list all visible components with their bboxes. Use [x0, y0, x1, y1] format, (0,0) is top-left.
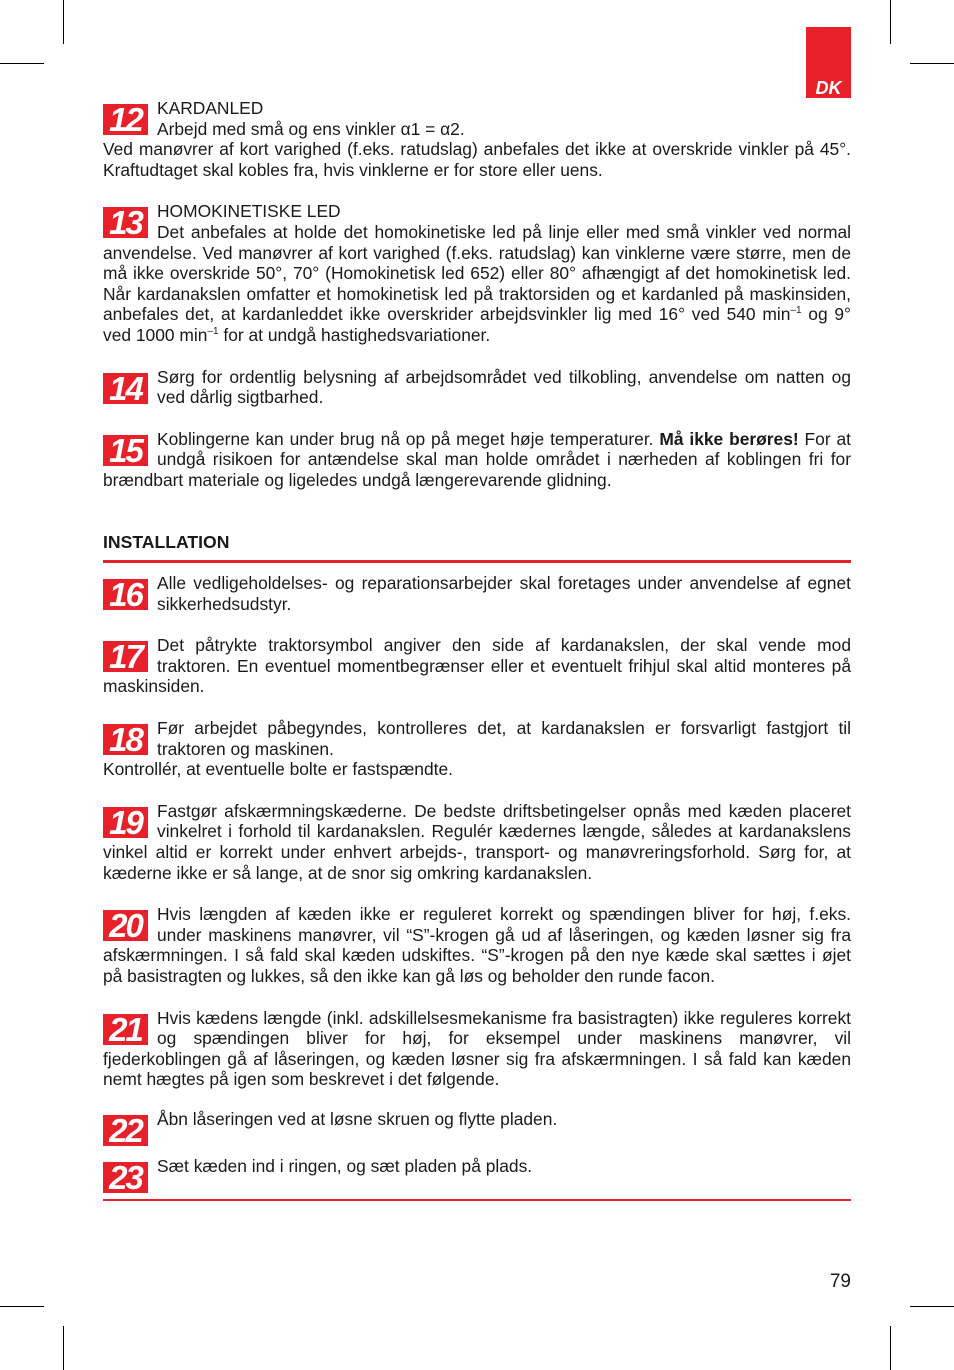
section-number: 22	[103, 1115, 148, 1146]
section-17	[103, 635, 851, 697]
section-number: 19	[103, 807, 148, 838]
section-22	[103, 1108, 851, 1149]
section-text: Kontrollér, at eventuelle bolte er fastspændte.	[103, 759, 453, 780]
section-number: 18	[103, 724, 148, 755]
language-code: DK	[815, 78, 842, 98]
heading-rule	[103, 560, 851, 563]
crop-mark	[63, 0, 64, 44]
section-19	[103, 801, 851, 883]
section-text: Koblingerne kan under brug nå op på meget høje temperaturer. Må ikke berøres! For at undgå risikoen for antændelse skal man holde området i nærheden af koblingen fri for brændbart materiale og ligeledes undgå længerevarende glidning.	[103, 428, 851, 490]
section-21	[103, 1008, 851, 1090]
crop-mark	[63, 1326, 64, 1370]
section-title: HOMOKINETISKE LED	[157, 201, 341, 222]
section-text: Alle vedligeholdelses- og reparationsarbejder skal foretages under anvendelse af egnet sikkerhedsudstyr.	[157, 573, 851, 614]
section-18	[103, 718, 851, 780]
section-text: Åbn låseringen ved at løsne skruen og flytte pladen.	[157, 1108, 558, 1129]
section-text: Hvis længden af kæden ikke er reguleret korrekt og spændingen bliver for høj, f.eks. under maskinens manøvrer, vil “S”-krogen gå ud af låseringen, og kæden løsner sig fra afskærmningen. I så fald skal kæden udskiftes. “S”-krogen på den nye kæde skal sættes i øjet på basistragten og lukkes, så den ikke kan gå løs og beholder den runde facon.	[103, 904, 851, 986]
section-13	[103, 201, 851, 345]
section-12	[103, 98, 851, 180]
section-number: 15	[103, 435, 148, 466]
section-heading: INSTALLATION	[103, 531, 230, 552]
section-number: 13	[103, 207, 148, 238]
language-tab	[806, 27, 851, 98]
section-number: 14	[103, 373, 148, 404]
section-number: 16	[103, 579, 148, 610]
section-16	[103, 573, 851, 614]
section-text: Sørg for ordentlig belysning af arbejdsområdet ved tilkobling, anvendelse om natten og ved dårlig sigtbarhed.	[157, 366, 851, 408]
section-20	[103, 904, 851, 986]
crop-mark	[0, 1306, 44, 1307]
section-23	[103, 1155, 851, 1196]
section-14	[103, 367, 851, 408]
section-text: Ved manøvrer af kort varighed (f.eks. ratudslag) anbefales det ikke at overskride vinkler på 45°. Kraftudtaget skal kobles fra, hvis vinklerne er for store eller uens.	[103, 139, 851, 180]
crop-mark	[890, 1326, 891, 1370]
page-number: 79	[829, 1271, 851, 1292]
section-text: Hvis kædens længde (inkl. adskillelsesmekanisme fra basistragten) ikke reguleres korrekt og spændingen bliver for høj, for eksempel under maskinens manøvrer, vil fjederkoblingen gå af låseringen, og kæden løsner sig fra afskærmningen. I så fald kan kæden nemt hægtes på igen som beskrevet i det følgende.	[103, 1007, 851, 1090]
footer-rule	[103, 1199, 851, 1201]
section-title: KARDANLED	[157, 98, 264, 118]
crop-mark	[910, 1306, 954, 1307]
crop-mark	[890, 0, 891, 44]
section-number: 12	[103, 104, 148, 135]
section-number: 21	[103, 1014, 148, 1045]
section-number: 23	[103, 1162, 148, 1193]
page-content	[103, 98, 851, 1201]
section-text: Arbejd med små og ens vinkler α1 = α2.	[157, 118, 465, 139]
section-text: Før arbejdet påbegyndes, kontrolleres det, at kardanakslen er forsvarligt fastgjort til traktoren og maskinen.	[157, 718, 851, 759]
section-15	[103, 429, 851, 491]
crop-mark	[910, 63, 954, 64]
section-text: Det påtrykte traktorsymbol angiver den side af kardanakslen, der skal vende mod traktoren. En eventuel momentbegrænser eller et eventuelt frihjul skal altid monteres på maskinsiden.	[103, 635, 851, 697]
section-text: Fastgør afskærmningskæderne. De bedste driftsbetingelser opnås med kæden placeret vinkelret i forhold til kardanakslen. Regulér kædernes længde, således at kardanakslens vinkel altid er korrekt under enhvert arbejds-, transport- og manøvreringsforhold. Sørg for, at kæderne ikke er så lange, at de snor sig omkring kardanakslen.	[103, 800, 851, 883]
section-number: 17	[103, 641, 148, 672]
section-text: Sæt kæden ind i ringen, og sæt pladen på plads.	[157, 1155, 533, 1176]
section-text: Det anbefales at holde det homokinetiske led på linje eller med små vinkler ved normal anvendelse. Ved manøvrer af kort varighed (f.eks. ratudslag) kan vinklerne være større, men de må ikke overskride 50°, 70° (Homokinetisk led 652) eller 80° afhængigt af det homokinetisk led. Når kardanakslen omfatter et homokinetisk led på traktorsiden og et kardanled på maskinsiden, anbefales det, at kardanleddet ikke overskrider arbejdsvinkler lig med 16° ved 540 $\min^{-1}$ og 9° ved 1000 $\min^{-1}$ for at undgå hastighedsvariationer.	[103, 221, 851, 345]
section-number: 20	[103, 910, 148, 941]
crop-mark	[0, 63, 44, 64]
